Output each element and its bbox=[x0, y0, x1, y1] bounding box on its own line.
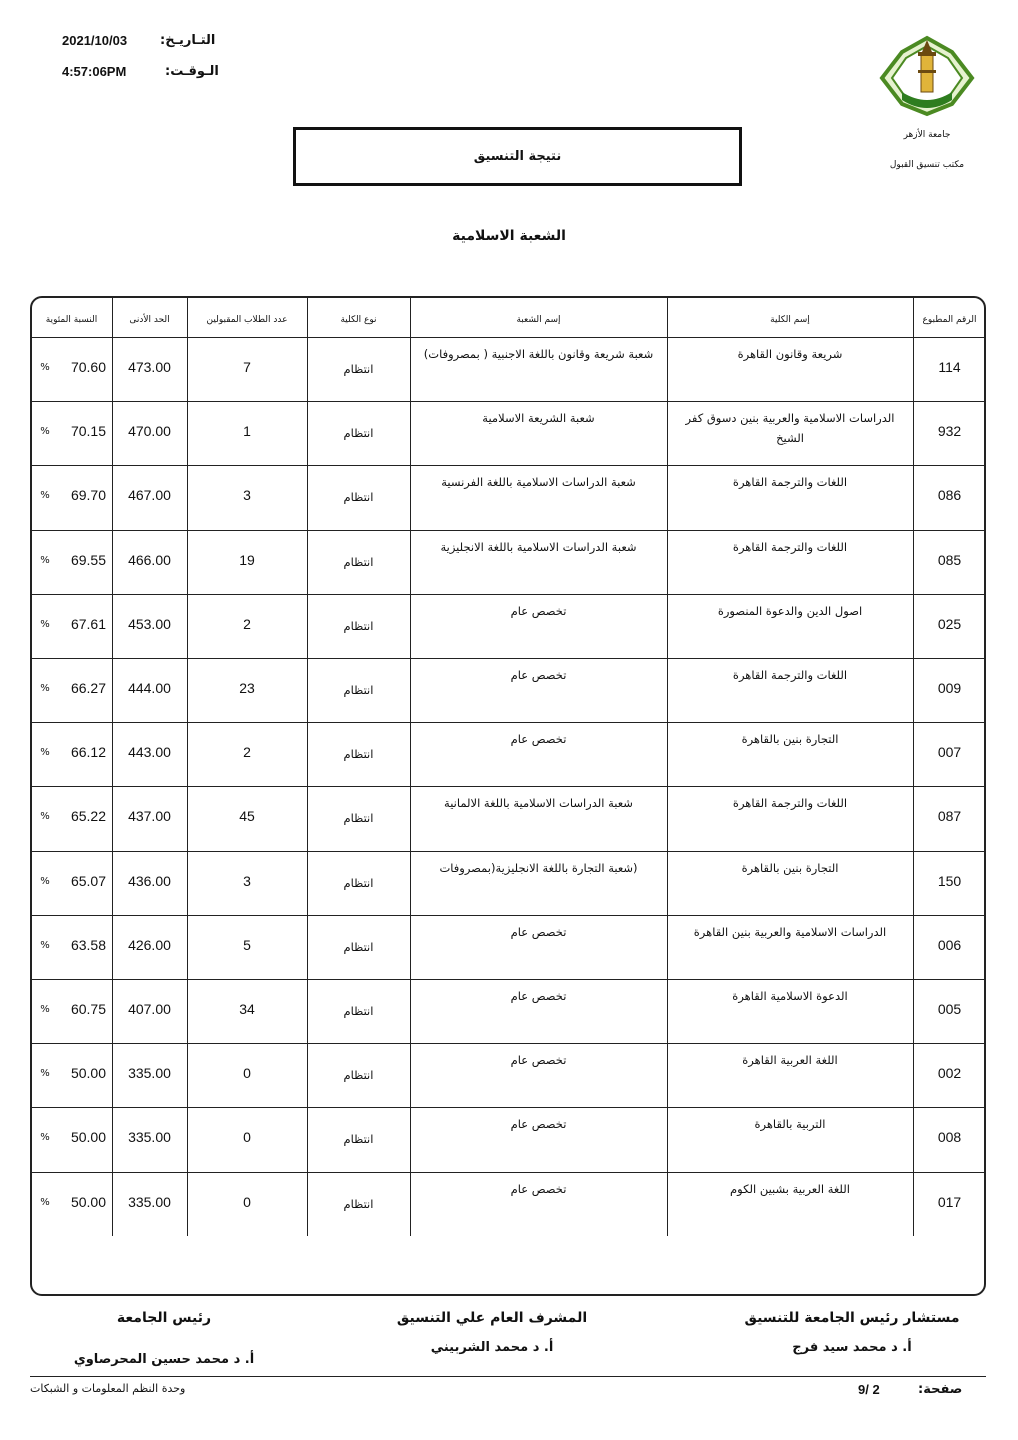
office-name: مكتب تنسيق القبول bbox=[889, 160, 965, 170]
cell-accepted: 0 bbox=[243, 1193, 251, 1210]
cell-faculty: اللغة العربية بشبين الكوم bbox=[730, 1181, 850, 1196]
cell-min-score: 473.00 bbox=[128, 359, 171, 375]
cell-min-score: 335.00 bbox=[128, 1065, 171, 1082]
signature-supervisor-name: أ. د محمد الشربيني bbox=[430, 1340, 554, 1355]
cell-min-score: 466.00 bbox=[128, 551, 171, 568]
signature-president-name: أ. د محمد حسين المحرصاوي bbox=[73, 1352, 255, 1367]
cell-percent: 50.00 bbox=[70, 1129, 106, 1146]
cell-code: 009 bbox=[937, 680, 962, 696]
cell-division: تخصص عام bbox=[510, 924, 567, 939]
cell-faculty: التربية بالقاهرة bbox=[754, 1117, 826, 1132]
cell-faculty: اصول الدين والدعوة المنصورة bbox=[717, 603, 863, 618]
cell-percent: 66.27 bbox=[70, 680, 106, 696]
cell-type: انتظام bbox=[343, 939, 374, 954]
percent-sign: % bbox=[40, 939, 50, 951]
col-header-percent: النسبة المئوية bbox=[45, 315, 98, 325]
cell-min-score: 436.00 bbox=[128, 872, 171, 889]
percent-sign: % bbox=[40, 1196, 50, 1208]
page-label: صفحة: bbox=[918, 1382, 963, 1397]
cell-min-score: 407.00 bbox=[128, 1001, 171, 1017]
cell-code: 005 bbox=[937, 1001, 962, 1017]
row-divider bbox=[31, 1172, 985, 1173]
cell-code: 085 bbox=[937, 551, 962, 568]
cell-type: انتظام bbox=[343, 490, 374, 505]
col-header-min-score: الحد الأدنى bbox=[129, 315, 170, 325]
cell-type: انتظام bbox=[343, 875, 374, 890]
cell-code: 086 bbox=[937, 487, 962, 504]
cell-percent: 65.07 bbox=[70, 872, 106, 889]
row-divider bbox=[31, 722, 985, 723]
cell-code: 114 bbox=[938, 359, 961, 375]
row-divider bbox=[31, 851, 985, 852]
row-divider bbox=[31, 465, 985, 466]
row-divider bbox=[31, 1107, 985, 1108]
col-header-faculty: إسم الكلية bbox=[770, 315, 810, 325]
cell-min-score: 437.00 bbox=[128, 808, 171, 825]
cell-code: 008 bbox=[937, 1129, 962, 1146]
cell-faculty: التجارة بنين بالقاهرة bbox=[741, 860, 839, 875]
col-header-type: نوع الكلية bbox=[340, 315, 377, 325]
row-divider bbox=[31, 786, 985, 787]
cell-faculty: اللغة العربية القاهرة bbox=[742, 1053, 838, 1068]
cell-code: 932 bbox=[937, 423, 962, 440]
row-divider bbox=[31, 915, 985, 916]
percent-sign: % bbox=[40, 490, 50, 502]
cell-faculty: الدعوة الاسلامية القاهرة bbox=[732, 989, 848, 1003]
cell-faculty: التجارة بنين بالقاهرة bbox=[741, 732, 839, 747]
cell-percent: 69.55 bbox=[70, 551, 106, 568]
header-row-divider bbox=[31, 337, 985, 338]
cell-division: شعبة شريعة وقانون باللغة الاجنبية ( بمصروفات) bbox=[423, 347, 654, 361]
cell-code: 087 bbox=[937, 808, 962, 825]
cell-type: انتظام bbox=[343, 1132, 374, 1147]
percent-sign: % bbox=[40, 554, 50, 566]
cell-division: شعبة الشريعة الاسلامية bbox=[482, 411, 595, 426]
cell-faculty: الدراسات الاسلامية والعربية بنين دسوق كفر الشيخ bbox=[685, 411, 895, 445]
percent-sign: % bbox=[40, 811, 50, 823]
cell-faculty: شريعة وقانون القاهرة bbox=[737, 347, 843, 361]
signature-president-title: رئيس الجامعة bbox=[116, 1310, 212, 1326]
cell-accepted: 19 bbox=[239, 551, 255, 568]
cell-accepted: 7 bbox=[243, 359, 251, 375]
cell-code: 006 bbox=[937, 936, 962, 953]
time-label: الـوقـت: bbox=[165, 64, 219, 79]
cell-division: تخصص عام bbox=[510, 989, 567, 1003]
cell-min-score: 470.00 bbox=[128, 423, 171, 440]
cell-type: انتظام bbox=[343, 683, 374, 697]
cell-accepted: 2 bbox=[243, 744, 251, 761]
unit-name: وحدة النظم المعلومات و الشبكات bbox=[30, 1382, 186, 1395]
cell-division: تخصص عام bbox=[510, 603, 567, 618]
section-title: الشعبة الاسلامية bbox=[452, 228, 566, 244]
cell-division: (شعبة التجارة باللغة الانجليزية(بمصروفات bbox=[439, 860, 638, 875]
row-divider bbox=[31, 594, 985, 595]
cell-min-score: 467.00 bbox=[128, 487, 171, 504]
cell-faculty: اللغات والترجمة القاهرة bbox=[732, 475, 848, 490]
cell-accepted: 2 bbox=[243, 615, 251, 632]
cell-percent: 60.75 bbox=[70, 1001, 106, 1017]
cell-type: انتظام bbox=[343, 554, 374, 569]
cell-division: شعبة الدراسات الاسلامية باللغة الالمانية bbox=[444, 796, 633, 811]
col-header-code: الرقم المطبوع bbox=[922, 315, 977, 325]
cell-division: تخصص عام bbox=[510, 1117, 567, 1132]
percent-sign: % bbox=[40, 747, 50, 759]
cell-type: انتظام bbox=[343, 1196, 374, 1211]
col-header-accepted: عدد الطلاب المقبولين bbox=[206, 315, 288, 325]
cell-percent: 70.60 bbox=[70, 359, 106, 375]
cell-division: تخصص عام bbox=[510, 1181, 567, 1196]
cell-type: انتظام bbox=[343, 426, 374, 441]
date-label: التـاريـخ: bbox=[160, 33, 216, 48]
col-header-division: إسم الشعبة bbox=[516, 315, 561, 325]
row-divider bbox=[31, 979, 985, 980]
cell-min-score: 335.00 bbox=[128, 1129, 171, 1146]
row-divider bbox=[31, 530, 985, 531]
cell-min-score: 443.00 bbox=[128, 744, 171, 761]
cell-division: تخصص عام bbox=[510, 668, 567, 682]
percent-sign: % bbox=[40, 1004, 50, 1015]
cell-faculty: الدراسات الاسلامية والعربية بنين القاهرة bbox=[693, 924, 887, 939]
cell-faculty: اللغات والترجمة القاهرة bbox=[732, 539, 848, 554]
cell-percent: 50.00 bbox=[70, 1065, 106, 1082]
cell-percent: 66.12 bbox=[70, 744, 106, 761]
cell-percent: 69.70 bbox=[70, 487, 106, 504]
cell-min-score: 453.00 bbox=[128, 615, 171, 632]
cell-faculty: اللغات والترجمة القاهرة bbox=[732, 668, 848, 682]
cell-accepted: 1 bbox=[243, 423, 251, 440]
cell-accepted: 34 bbox=[239, 1001, 255, 1017]
cell-accepted: 23 bbox=[239, 680, 255, 696]
cell-accepted: 45 bbox=[239, 808, 255, 825]
cell-min-score: 335.00 bbox=[128, 1193, 171, 1210]
cell-division: شعبة الدراسات الاسلامية باللغة الانجليزية bbox=[440, 539, 637, 554]
cell-type: انتظام bbox=[343, 747, 374, 762]
row-divider bbox=[31, 658, 985, 659]
al-azhar-seal-icon bbox=[872, 30, 982, 118]
cell-percent: 65.22 bbox=[70, 808, 106, 825]
row-divider bbox=[31, 1043, 985, 1044]
cell-type: انتظام bbox=[343, 811, 374, 826]
cell-division: تخصص عام bbox=[510, 732, 567, 747]
percent-sign: % bbox=[40, 1068, 50, 1080]
cell-min-score: 426.00 bbox=[128, 936, 171, 953]
cell-percent: 63.58 bbox=[70, 936, 106, 953]
cell-code: 017 bbox=[937, 1193, 962, 1210]
cell-accepted: 0 bbox=[243, 1065, 251, 1082]
cell-percent: 67.61 bbox=[70, 615, 106, 632]
cell-accepted: 0 bbox=[243, 1129, 251, 1146]
cell-code: 007 bbox=[937, 744, 962, 761]
cell-accepted: 3 bbox=[243, 487, 251, 504]
signature-supervisor-title: المشرف العام علي التنسيق bbox=[396, 1310, 588, 1326]
cell-code: 150 bbox=[937, 872, 962, 889]
cell-type: انتظام bbox=[343, 1004, 374, 1018]
row-divider bbox=[31, 401, 985, 402]
cell-division: شعبة الدراسات الاسلامية باللغة الفرنسية bbox=[441, 475, 636, 490]
percent-sign: % bbox=[40, 426, 50, 438]
percent-sign: % bbox=[40, 362, 50, 373]
percent-sign: % bbox=[40, 1132, 50, 1144]
cell-accepted: 3 bbox=[243, 872, 251, 889]
date-value: 2021/10/03 bbox=[62, 33, 128, 48]
cell-code: 002 bbox=[937, 1065, 962, 1082]
time-value: 4:57:06PM bbox=[62, 64, 127, 79]
percent-sign: % bbox=[40, 618, 50, 630]
cell-min-score: 444.00 bbox=[128, 680, 171, 696]
page-number: 9/ 2 bbox=[858, 1382, 880, 1397]
cell-type: انتظام bbox=[343, 618, 374, 633]
signature-advisor-name: أ. د محمد سيد فرج bbox=[792, 1340, 912, 1355]
cell-type: انتظام bbox=[343, 362, 374, 376]
cell-percent: 50.00 bbox=[70, 1193, 106, 1210]
column-divider bbox=[667, 296, 668, 1236]
cell-faculty: اللغات والترجمة القاهرة bbox=[732, 796, 848, 811]
cell-accepted: 5 bbox=[243, 936, 251, 953]
footer-divider bbox=[30, 1376, 986, 1377]
cell-division: تخصص عام bbox=[510, 1053, 567, 1068]
percent-sign: % bbox=[40, 875, 50, 887]
cell-percent: 70.15 bbox=[70, 423, 106, 440]
column-divider bbox=[410, 296, 411, 1236]
cell-code: 025 bbox=[937, 615, 962, 632]
org-name: جامعة الأزهر bbox=[903, 130, 951, 140]
signature-advisor-title: مستشار رئيس الجامعة للتنسيق bbox=[744, 1310, 960, 1326]
page-title: نتيجة التنسيق bbox=[293, 127, 742, 186]
cell-type: انتظام bbox=[343, 1068, 374, 1083]
percent-sign: % bbox=[40, 683, 50, 694]
